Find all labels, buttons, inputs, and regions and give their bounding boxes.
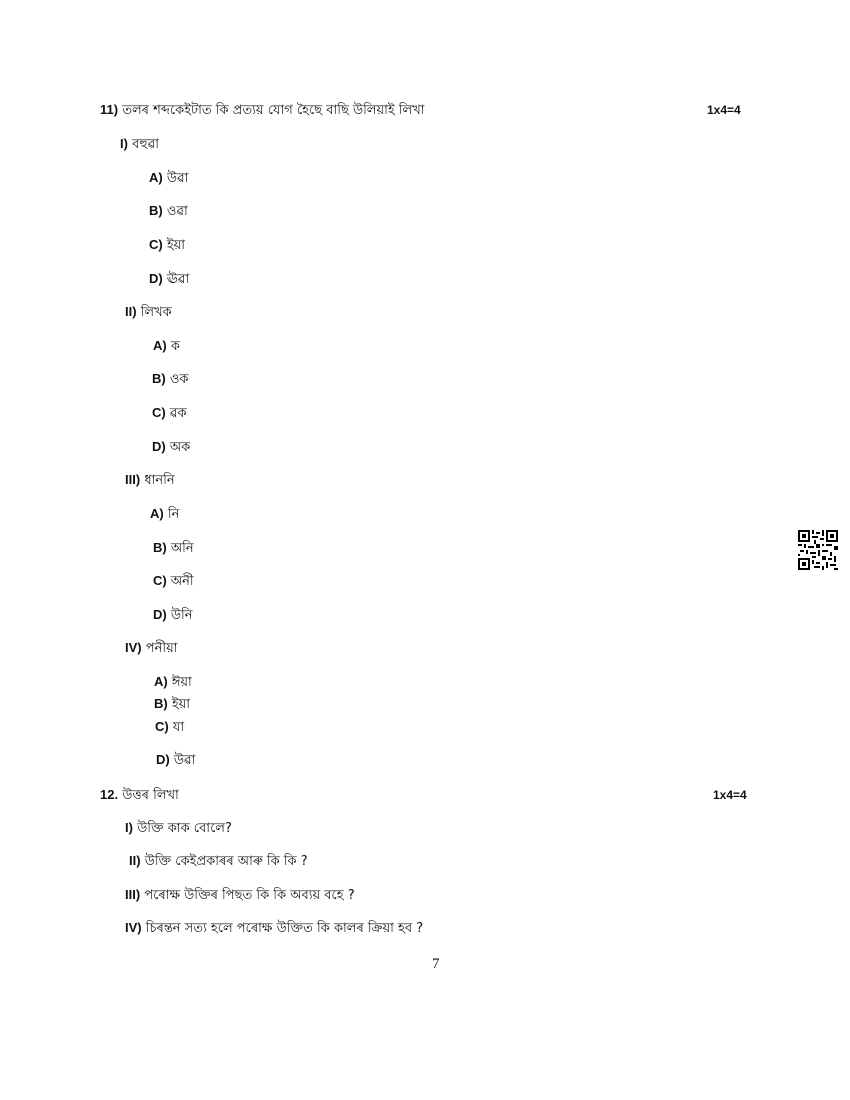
option-text: ইয়া (166, 238, 186, 253)
option-text: উনি (170, 608, 193, 623)
question-11-marks: 1x4=4 (707, 103, 741, 117)
q11-part-3-option-b (153, 539, 194, 558)
q11-part-2-word: লিখক (140, 305, 172, 320)
q12-part-1-label: I) (125, 820, 133, 835)
page-number: 7 (432, 956, 440, 972)
q11-part-4-option-a (154, 673, 192, 692)
option-letter: D) (156, 752, 170, 767)
question-12-heading (100, 786, 179, 805)
option-letter: C) (155, 719, 169, 734)
q11-part-1-label: I) (120, 136, 128, 151)
option-letter: D) (152, 439, 166, 454)
option-letter: A) (154, 674, 168, 689)
q11-part-1-option-d (149, 270, 189, 289)
question-12-text: উত্তৰ লিখা (122, 788, 179, 803)
option-text: ওক (169, 372, 189, 387)
option-letter: D) (149, 271, 163, 286)
option-letter: C) (153, 573, 167, 588)
question-11-text: তলৰ শব্দকেইটাত কি প্ৰত্যয় যোগ হৈছে বাছি উলিয়াই লিখা (122, 103, 425, 118)
option-letter: B) (149, 203, 163, 218)
option-letter: D) (153, 607, 167, 622)
q11-part-4-label: IV) (125, 640, 142, 655)
q12-part-2-label: II) (129, 853, 141, 868)
q11-part-3-label: III) (125, 472, 141, 487)
q11-part-1-word: বহুৱা (132, 137, 160, 152)
q11-part-4-option-d (156, 751, 195, 770)
option-text: ঊৱা (166, 272, 190, 287)
option-letter: A) (149, 170, 163, 185)
q12-part-1-text: উক্তি কাক বোলে? (137, 821, 232, 836)
option-letter: C) (149, 237, 163, 252)
q11-part-3-word: ধাননি (144, 473, 175, 488)
q12-part-4 (125, 919, 423, 938)
q12-part-3 (125, 886, 355, 905)
q12-part-2 (129, 852, 308, 871)
option-text: অক (169, 440, 191, 455)
q11-part-3-option-d (153, 606, 192, 625)
option-text: ওৱা (166, 204, 188, 219)
question-11-heading (100, 101, 425, 120)
option-letter: C) (152, 405, 166, 420)
option-text: ঈয়া (171, 675, 192, 690)
q12-part-3-label: III) (125, 887, 141, 902)
q11-part-4-option-c (155, 718, 184, 737)
q11-part-2 (125, 303, 172, 322)
q11-part-2-option-c (152, 404, 187, 423)
option-letter: A) (150, 506, 164, 521)
question-12-number: 12. (100, 787, 119, 802)
option-letter: B) (152, 371, 166, 386)
question-11-number: 11) (100, 102, 119, 117)
q12-part-4-text: চিৰন্তন সত্য হলে পৰোক্ষ উক্তিত কি কালৰ ক্ৰিয়া হব ? (145, 921, 424, 936)
qr-code-icon (798, 530, 838, 570)
q11-part-3-option-c (153, 572, 194, 591)
question-12-marks: 1x4=4 (713, 788, 747, 802)
q12-part-3-text: পৰোক্ষ উক্তিৰ পিছত কি কি অব্যয় বহে ? (144, 888, 355, 903)
q11-part-3 (125, 471, 175, 490)
q12-part-2-text: উক্তি কেইপ্ৰকাৰৰ আৰু কি কি ? (144, 854, 308, 869)
option-text: অনি (170, 541, 194, 556)
option-text: ইয়া (171, 697, 191, 712)
option-text: নি (167, 507, 180, 522)
q11-part-4 (125, 639, 178, 658)
option-letter: B) (154, 696, 168, 711)
q11-part-1-option-b (149, 202, 188, 221)
q11-part-3-option-a (150, 505, 179, 524)
option-letter: B) (153, 540, 167, 555)
q11-part-1-option-a (149, 169, 188, 188)
q11-part-2-option-b (152, 370, 189, 389)
option-letter: A) (153, 338, 167, 353)
option-text: ক (170, 339, 180, 354)
option-text: উৱা (173, 753, 196, 768)
q11-part-2-option-a (153, 337, 180, 356)
q11-part-1 (120, 135, 159, 154)
q11-part-2-label: II) (125, 304, 137, 319)
q12-part-4-label: IV) (125, 920, 142, 935)
option-text: উৱা (166, 171, 189, 186)
option-text: অনী (170, 574, 194, 589)
q11-part-2-option-d (152, 438, 190, 457)
q12-part-1 (125, 819, 232, 838)
q11-part-4-option-b (154, 695, 190, 714)
q11-part-1-option-c (149, 236, 185, 255)
q11-part-4-word: পনীয়া (145, 641, 178, 656)
option-text: যা (172, 720, 185, 735)
option-text: ৱক (169, 406, 187, 421)
